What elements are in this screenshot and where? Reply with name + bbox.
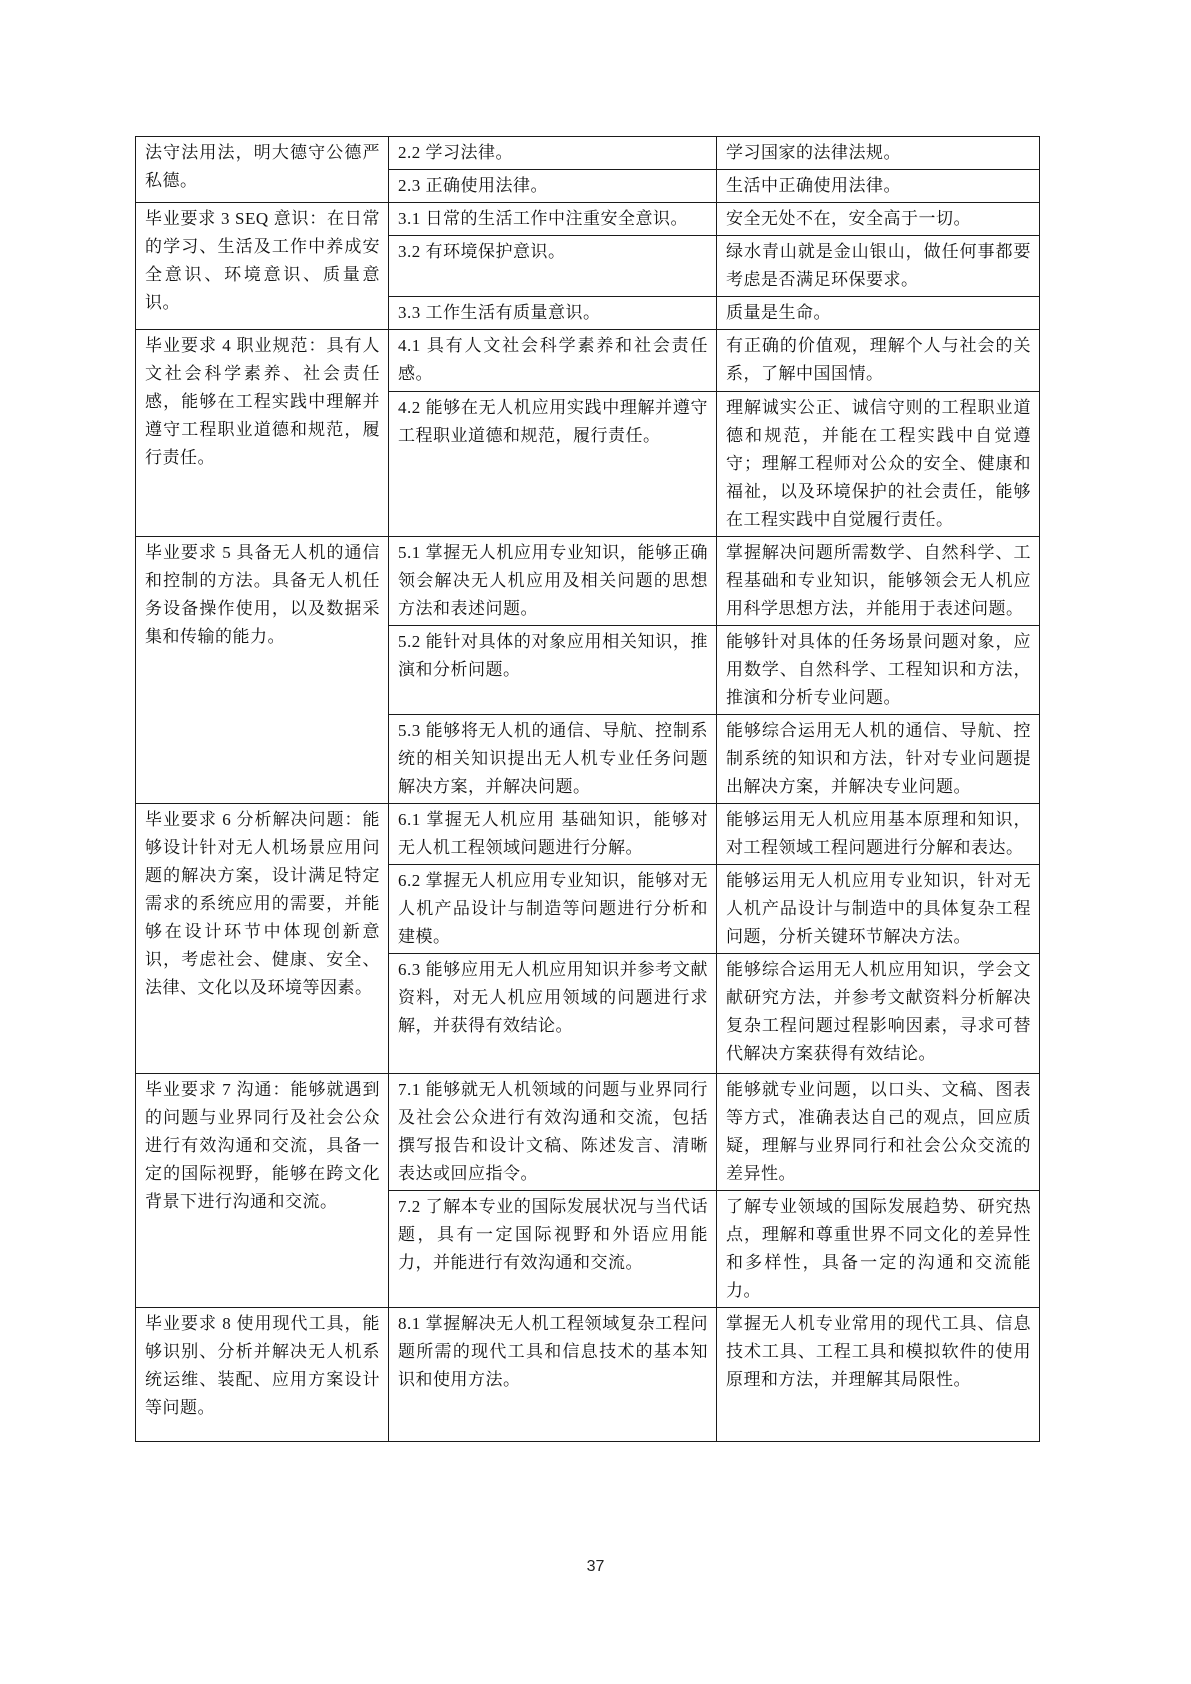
requirement-cell: 法守法用法，明大德守公德严私德。 (136, 137, 389, 203)
description-cell: 掌握无人机专业常用的现代工具、信息技术工具、工程工具和模拟软件的使用原理和方法，并理解其局限性。 (717, 1308, 1040, 1442)
requirement-cell: 毕业要求 3 SEQ 意识：在日常的学习、生活及工作中养成安全意识、环境意识、质量意识。 (136, 203, 389, 330)
requirements-table (135, 136, 1040, 1442)
description-cell: 能够就专业问题，以口头、文稿、图表等方式，准确表达自己的观点，回应质疑，理解与业界同行和社会公众交流的差异性。 (717, 1074, 1040, 1191)
description-cell: 能够综合运用无人机应用知识，学会文献研究方法，并参考文献资料分析解决复杂工程问题过程影响因素，寻求可替代解决方案获得有效结论。 (717, 954, 1040, 1074)
description-cell: 质量是生命。 (717, 297, 1040, 330)
requirement-cell: 毕业要求 6 分析解决问题：能够设计针对无人机场景应用问题的解决方案，设计满足特定需求的系统应用的需要，并能够在设计环节中体现创新意识，考虑社会、健康、安全、法律、文化以及环境等因素。 (136, 804, 389, 1074)
requirement-cell: 毕业要求 8 使用现代工具，能够识别、分析并解决无人机系统运维、装配、应用方案设计等问题。 (136, 1308, 389, 1442)
description-cell: 能够综合运用无人机的通信、导航、控制系统的知识和方法，针对专业问题提出解决方案，并解决专业问题。 (717, 715, 1040, 804)
indicator-cell: 7.2 了解本专业的国际发展状况与当代话题，具有一定国际视野和外语应用能力，并能进行有效沟通和交流。 (389, 1191, 717, 1308)
indicator-cell: 5.1 掌握无人机应用专业知识，能够正确领会解决无人机应用及相关问题的思想方法和表述问题。 (389, 537, 717, 626)
description-cell: 有正确的价值观，理解个人与社会的关系，了解中国国情。 (717, 330, 1040, 392)
indicator-cell: 6.1 掌握无人机应用 基础知识，能够对无人机工程领域问题进行分解。 (389, 804, 717, 865)
description-cell: 能够针对具体的任务场景问题对象，应用数学、自然科学、工程知识和方法，推演和分析专业问题。 (717, 626, 1040, 715)
indicator-cell: 4.1 具有人文社会科学素养和社会责任感。 (389, 330, 717, 392)
indicator-cell: 3.2 有环境保护意识。 (389, 236, 717, 297)
description-cell: 生活中正确使用法律。 (717, 170, 1040, 203)
description-cell: 安全无处不在，安全高于一切。 (717, 203, 1040, 236)
indicator-cell: 2.3 正确使用法律。 (389, 170, 717, 203)
description-cell: 理解诚实公正、诚信守则的工程职业道德和规范，并能在工程实践中自觉遵守；理解工程师对公众的安全、健康和福祉，以及环境保护的社会责任，能够在工程实践中自觉履行责任。 (717, 392, 1040, 537)
description-cell: 绿水青山就是金山银山，做任何事都要考虑是否满足环保要求。 (717, 236, 1040, 297)
indicator-cell: 3.3 工作生活有质量意识。 (389, 297, 717, 330)
indicator-cell: 4.2 能够在无人机应用实践中理解并遵守工程职业道德和规范，履行责任。 (389, 392, 717, 537)
indicator-cell: 5.3 能够将无人机的通信、导航、控制系统的相关知识提出无人机专业任务问题解决方案，并解决问题。 (389, 715, 717, 804)
description-cell: 了解专业领域的国际发展趋势、研究热点，理解和尊重世界不同文化的差异性和多样性，具备一定的沟通和交流能力。 (717, 1191, 1040, 1308)
requirement-cell: 毕业要求 7 沟通：能够就遇到的问题与业界同行及社会公众进行有效沟通和交流，具备一定的国际视野，能够在跨文化背景下进行沟通和交流。 (136, 1074, 389, 1308)
indicator-cell: 8.1 掌握解决无人机工程领域复杂工程问题所需的现代工具和信息技术的基本知识和使用方法。 (389, 1308, 717, 1442)
indicator-cell: 6.2 掌握无人机应用专业知识，能够对无人机产品设计与制造等问题进行分析和建模。 (389, 865, 717, 954)
description-cell: 能够运用无人机应用基本原理和知识，对工程领域工程问题进行分解和表达。 (717, 804, 1040, 865)
indicator-cell: 7.1 能够就无人机领域的问题与业界同行及社会公众进行有效沟通和交流，包括撰写报告和设计文稿、陈述发言、清晰表达或回应指令。 (389, 1074, 717, 1191)
description-cell: 掌握解决问题所需数学、自然科学、工程基础和专业知识，能够领会无人机应用科学思想方法，并能用于表述问题。 (717, 537, 1040, 626)
indicator-cell: 2.2 学习法律。 (389, 137, 717, 170)
requirement-cell: 毕业要求 4 职业规范：具有人文社会科学素养、社会责任感，能够在工程实践中理解并遵守工程职业道德和规范，履行责任。 (136, 330, 389, 537)
description-cell: 能够运用无人机应用专业知识，针对无人机产品设计与制造中的具体复杂工程问题，分析关键环节解决方法。 (717, 865, 1040, 954)
indicator-cell: 6.3 能够应用无人机应用知识并参考文献资料，对无人机应用领域的问题进行求解，并获得有效结论。 (389, 954, 717, 1074)
description-cell: 学习国家的法律法规。 (717, 137, 1040, 170)
indicator-cell: 3.1 日常的生活工作中注重安全意识。 (389, 203, 717, 236)
page-number: 37 (586, 1558, 605, 1575)
indicator-cell: 5.2 能针对具体的对象应用相关知识，推演和分析问题。 (389, 626, 717, 715)
requirement-cell: 毕业要求 5 具备无人机的通信和控制的方法。具备无人机任务设备操作使用，以及数据采集和传输的能力。 (136, 537, 389, 804)
